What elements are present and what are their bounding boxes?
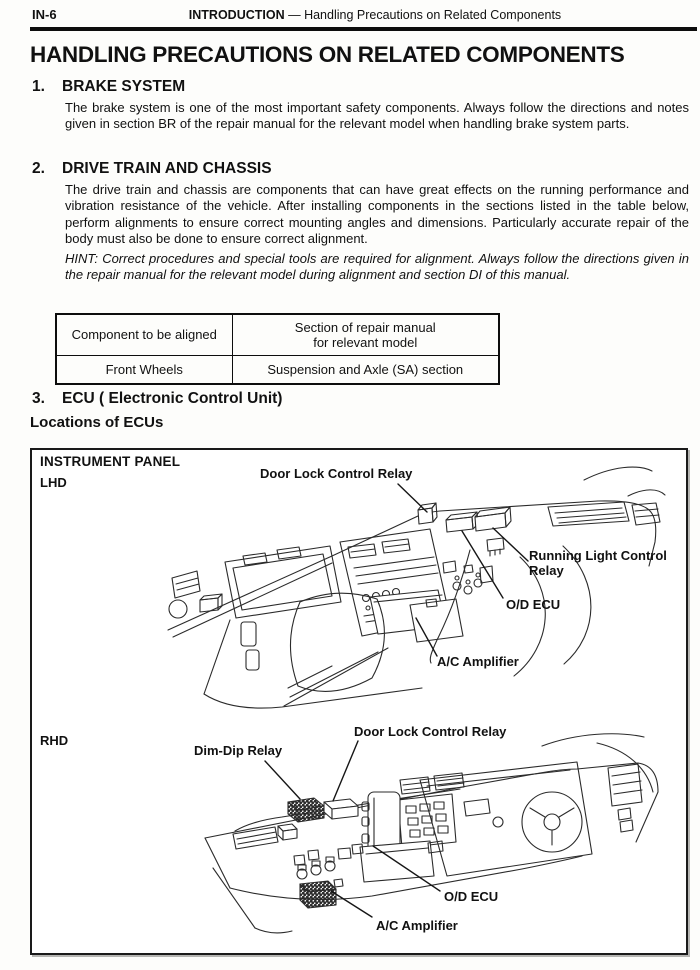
drive-train-paragraph: The drive train and chassis are components that can have great effects on the running performance and vibration resistance of the vehicle. After installing components in the sections listed in the table below, perform alignments to ensure correct mounting angles and dimensions. Particularly accurate repair of the body must also be done to ensure correct alignment. — [65, 182, 689, 246]
lhd-running-light-line1: Running Light Control — [529, 548, 667, 563]
rhd-dim-dip-relay-label: Dim-Dip Relay — [194, 743, 283, 758]
table-cell-component: Front Wheels — [56, 355, 232, 384]
lhd-door-lock-relay-label: Door Lock Control Relay — [260, 466, 413, 481]
header-rule — [30, 27, 697, 31]
running-header-section: INTRODUCTION — [188, 8, 285, 22]
page-title: HANDLING PRECAUTIONS ON RELATED COMPONENTS — [30, 42, 625, 67]
rhd-label: RHD — [40, 733, 69, 748]
table-header-component: Component to be aligned — [56, 314, 232, 355]
running-header — [60, 8, 690, 22]
dashboard-line-art — [32, 450, 686, 953]
brake-system-paragraph: The brake system is one of the most important safety components. Always follow the directions and notes given in section BR of the repair manual for the relevant model when handling brake system parts. — [65, 100, 689, 132]
table-header-section-line1: Section of repair manual — [294, 319, 436, 335]
running-header-subtitle: — Handling Precautions on Related Components — [284, 8, 562, 22]
lhd-running-light-line2: Relay — [529, 562, 564, 578]
section-heading-text: DRIVE TRAIN AND CHASSIS — [62, 160, 272, 177]
page-code: IN-6 — [32, 7, 57, 22]
lhd-dashboard-drawing — [168, 467, 665, 708]
rhd-door-lock-relay-label: Door Lock Control Relay — [354, 724, 507, 739]
instrument-panel-figure — [30, 448, 688, 955]
table-row — [56, 355, 499, 384]
section-number: 3. — [32, 390, 45, 407]
section-number: 2. — [32, 160, 45, 177]
section-number: 1. — [32, 78, 45, 95]
rhd-od-ecu-label: O/D ECU — [444, 889, 499, 904]
table-header-row — [56, 314, 499, 355]
lhd-label: LHD — [40, 475, 67, 490]
lhd-od-ecu-label: O/D ECU — [506, 597, 561, 612]
lhd-running-light-relay-label — [529, 549, 667, 578]
figure-box-title: INSTRUMENT PANEL — [40, 454, 181, 469]
section-heading-ecu — [32, 390, 282, 408]
section-heading-brake-system — [32, 78, 185, 96]
table-header-section-line2: for relevant model — [313, 334, 418, 350]
section-heading-text: ECU ( Electronic Control Unit) — [62, 390, 283, 407]
section-heading-text: BRAKE SYSTEM — [62, 78, 186, 95]
hint-paragraph: HINT: Correct procedures and special tools are required for alignment. Always follow the directions given in the repair manual for the relevant model during alignment and section DI of this manual. — [65, 251, 689, 283]
table-header-section — [232, 314, 499, 355]
rhd-ac-amplifier-label: A/C Amplifier — [376, 918, 458, 933]
table-cell-section: Suspension and Axle (SA) section — [232, 355, 499, 384]
rhd-dashboard-drawing — [205, 734, 658, 933]
locations-of-ecus-heading: Locations of ECUs — [30, 414, 164, 431]
alignment-table — [55, 313, 500, 385]
lhd-ac-amplifier-label: A/C Amplifier — [437, 654, 519, 669]
section-heading-drive-train — [32, 160, 272, 178]
